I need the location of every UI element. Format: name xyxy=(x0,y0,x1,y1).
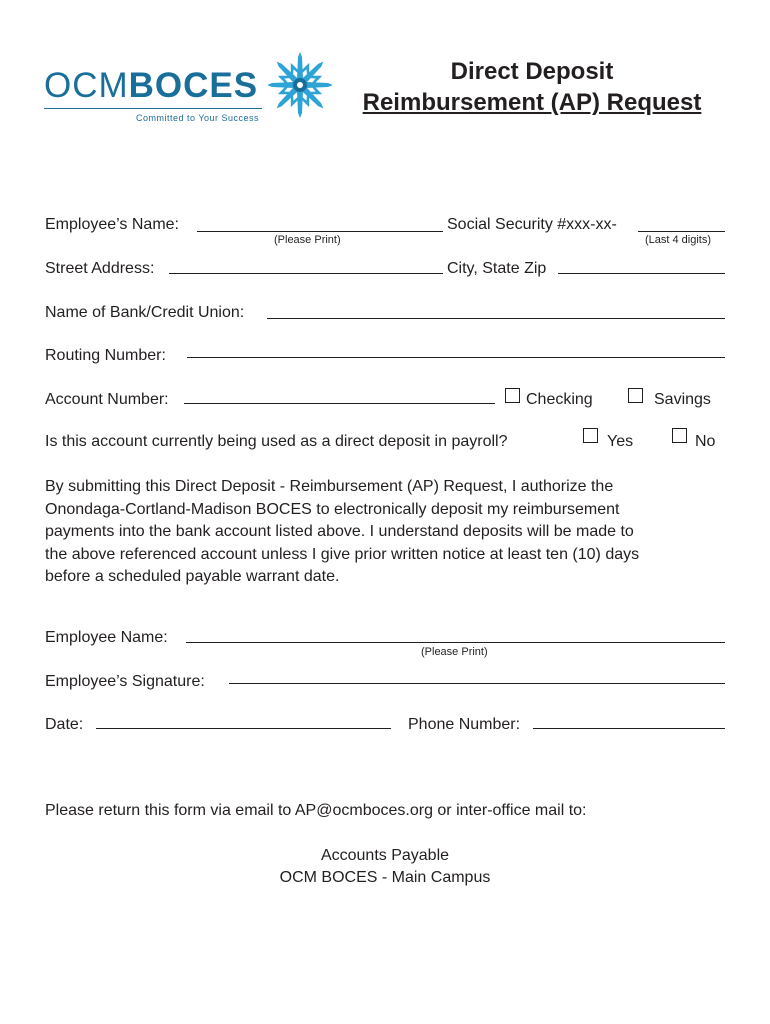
form-title: Direct Deposit xyxy=(450,58,614,85)
account-number-label: Account Number: xyxy=(45,391,169,408)
accounts-payable-dept: Accounts Payable xyxy=(320,847,450,864)
phone-number-field[interactable] xyxy=(533,728,725,729)
no-checkbox[interactable] xyxy=(672,428,687,443)
authorization-paragraph xyxy=(45,476,735,589)
date-field[interactable] xyxy=(96,728,391,729)
account-number-field[interactable] xyxy=(184,403,495,404)
routing-number-field[interactable] xyxy=(187,357,725,358)
street-address-label: Street Address: xyxy=(45,260,155,277)
logo-boces: BOCES xyxy=(128,66,259,105)
logo-ocm: OCM xyxy=(44,66,129,105)
payroll-question: Is this account currently being used as a direct deposit in payroll? xyxy=(45,433,508,450)
yes-label: Yes xyxy=(607,433,634,450)
form-subtitle: Reimbursement (AP) Request xyxy=(362,89,702,116)
street-address-field[interactable] xyxy=(169,273,443,274)
checking-label: Checking xyxy=(526,391,593,408)
signature-employee-name-field[interactable] xyxy=(186,642,725,643)
logo-tagline: Committed to Your Success xyxy=(136,113,260,123)
bank-name-field[interactable] xyxy=(267,318,725,319)
no-label: No xyxy=(695,433,716,450)
employee-signature-field[interactable] xyxy=(229,683,725,684)
city-state-zip-field[interactable] xyxy=(558,273,725,274)
savings-label: Savings xyxy=(654,391,711,408)
ssn-last4-field[interactable] xyxy=(638,231,725,232)
main-campus: OCM BOCES - Main Campus xyxy=(279,869,491,886)
authorization-line: before a scheduled payable warrant date. xyxy=(45,568,340,585)
last4-hint: (Last 4 digits) xyxy=(645,234,712,246)
ssn-label: Social Security #xxx-xx- xyxy=(447,216,617,233)
signature-please-print-hint: (Please Print) xyxy=(421,646,488,658)
employee-name-label: Employee’s Name: xyxy=(45,216,179,233)
city-state-zip-label: City, State Zip xyxy=(447,260,547,277)
date-label: Date: xyxy=(45,716,84,733)
routing-number-label: Routing Number: xyxy=(45,347,166,364)
employee-name-field[interactable] xyxy=(197,231,443,232)
return-instructions: Please return this form via email to AP@ocmboces.org or inter-office mail to: xyxy=(45,802,587,819)
logo-wordmark xyxy=(44,66,258,106)
employee-signature-label: Employee’s Signature: xyxy=(45,673,205,690)
phone-number-label: Phone Number: xyxy=(408,716,521,733)
authorization-line: Onondaga-Cortland-Madison BOCES to electronically deposit my reimbursement xyxy=(45,500,620,518)
logo-underline xyxy=(44,108,262,109)
signature-employee-name-label: Employee Name: xyxy=(45,629,168,646)
yes-checkbox[interactable] xyxy=(583,428,598,443)
checking-checkbox[interactable] xyxy=(505,388,520,403)
please-print-hint: (Please Print) xyxy=(274,234,341,246)
savings-checkbox[interactable] xyxy=(628,388,643,403)
snowflake-logo-icon xyxy=(268,50,332,120)
authorization-line: By submitting this Direct Deposit - Reimbursement (AP) Request, I authorize the xyxy=(45,478,614,495)
authorization-line: the above referenced account unless I give prior written notice at least ten (10) days xyxy=(45,545,640,563)
authorization-line: payments into the bank account listed above. I understand deposits will be made to xyxy=(45,523,634,540)
bank-name-label: Name of Bank/Credit Union: xyxy=(45,304,245,321)
